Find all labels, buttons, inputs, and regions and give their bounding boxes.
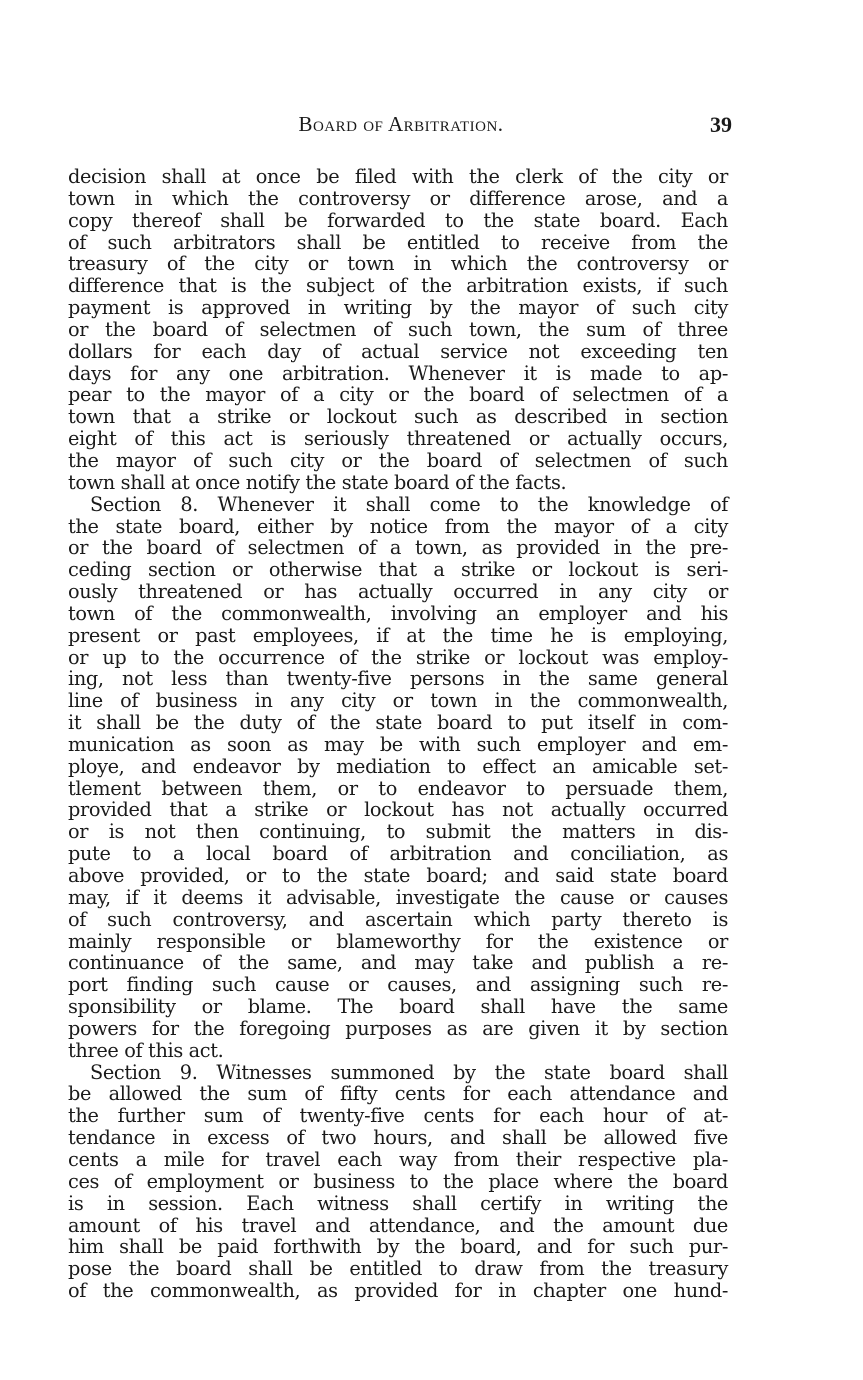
- text-line: powers for the foregoing purposes as are given it by section: [68, 1016, 728, 1040]
- text-line: pute to a local board of arbitration and conciliation, as: [68, 842, 728, 866]
- text-line: dollars for each day of actual service not exceeding ten: [68, 339, 728, 363]
- text-line: cents a mile for travel each way from their respective pla-: [68, 1147, 728, 1171]
- text-line: or is not then continuing, to submit the matters in dis-: [68, 820, 728, 844]
- text-line: him shall be paid forthwith by the board, and for such pur-: [68, 1235, 728, 1259]
- running-title: Board of Arbitration.: [298, 112, 504, 136]
- text-line: munication as soon as may be with such employer and em-: [68, 732, 728, 756]
- text-line: of such arbitrators shall be entitled to receive from the: [68, 230, 728, 254]
- text-line: line of business in any city or town in the commonwealth,: [68, 689, 728, 713]
- text-line: or the board of selectmen of such town, the sum of three: [68, 317, 728, 341]
- text-line: tendance in excess of two hours, and shall be allowed five: [68, 1126, 728, 1150]
- text-line: Section 9. Witnesses summoned by the state board shall: [90, 1060, 728, 1084]
- text-line: days for any one arbitration. Whenever it is made to ap-: [68, 361, 728, 385]
- text-line: treasury of the city or town in which the controversy or: [68, 252, 728, 276]
- running-head: [70, 112, 732, 138]
- text-line: pear to the mayor of a city or the board of selectmen of a: [68, 383, 728, 407]
- text-line: is in session. Each witness shall certify in writing the: [68, 1191, 728, 1215]
- body-text: [68, 166, 728, 1302]
- text-line: tlement between them, or to endeavor to persuade them,: [68, 776, 728, 800]
- text-line: town of the commonwealth, involving an employer and his: [68, 601, 728, 625]
- text-line: may, if it deems it advisable, investigate the cause or causes: [68, 885, 728, 909]
- text-line: pose the board shall be entitled to draw from the treasury: [68, 1257, 728, 1281]
- text-line: the further sum of twenty-five cents for each hour of at-: [68, 1104, 728, 1128]
- text-line: mainly responsible or blameworthy for the existence or: [68, 929, 728, 953]
- text-line: ing, not less than twenty-five persons in the same general: [68, 667, 728, 691]
- text-line: the state board, either by notice from the mayor of a city: [68, 514, 728, 538]
- text-line: amount of his travel and attendance, and the amount due: [68, 1213, 728, 1237]
- text-line: or up to the occurrence of the strike or lockout was employ-: [68, 645, 728, 669]
- text-line: port finding such cause or causes, and assigning such re-: [68, 973, 728, 997]
- text-line: payment is approved in writing by the mayor of such city: [68, 296, 728, 320]
- text-line: ces of employment or business to the place where the board: [68, 1169, 728, 1193]
- text-line: Section 8. Whenever it shall come to the knowledge of: [90, 492, 728, 516]
- text-line: of the commonwealth, as provided for in chapter one hund-: [68, 1279, 728, 1303]
- text-line: ploye, and endeavor by mediation to effect an amicable set-: [68, 754, 728, 778]
- text-line: present or past employees, if at the time he is employing,: [68, 623, 728, 647]
- text-line: ously threatened or has actually occurred in any city or: [68, 580, 728, 604]
- text-line: continuance of the same, and may take and publish a re-: [68, 951, 728, 975]
- text-line: or the board of selectmen of a town, as provided in the pre-: [68, 536, 728, 560]
- text-line: town in which the controversy or difference arose, and a: [68, 186, 728, 210]
- text-line: eight of this act is seriously threatened or actually occurs,: [68, 427, 728, 451]
- text-line: it shall be the duty of the state board to put itself in com-: [68, 711, 728, 735]
- text-line: town that a strike or lockout such as described in section: [68, 405, 728, 429]
- text-line: three of this act.: [68, 1038, 224, 1062]
- text-line: the mayor of such city or the board of selectmen of such: [68, 448, 728, 472]
- text-line: ceding section or otherwise that a strike or lockout is seri-: [68, 558, 728, 582]
- text-line: town shall at once notify the state board of the facts.: [68, 470, 567, 494]
- text-line: decision shall at once be filed with the clerk of the city or: [68, 165, 728, 188]
- text-line: copy thereof shall be forwarded to the state board. Each: [68, 208, 728, 232]
- text-line: be allowed the sum of fifty cents for each attendance and: [68, 1082, 728, 1106]
- text-line: difference that is the subject of the arbitration exists, if such: [68, 274, 728, 298]
- page-number: 39: [710, 112, 732, 137]
- text-line: above provided, or to the state board; and said state board: [68, 864, 728, 887]
- text-line: sponsibility or blame. The board shall have the same: [68, 995, 728, 1019]
- text-line: of such controversy, and ascertain which party thereto is: [68, 907, 728, 931]
- text-line: provided that a strike or lockout has not actually occurred: [68, 798, 728, 822]
